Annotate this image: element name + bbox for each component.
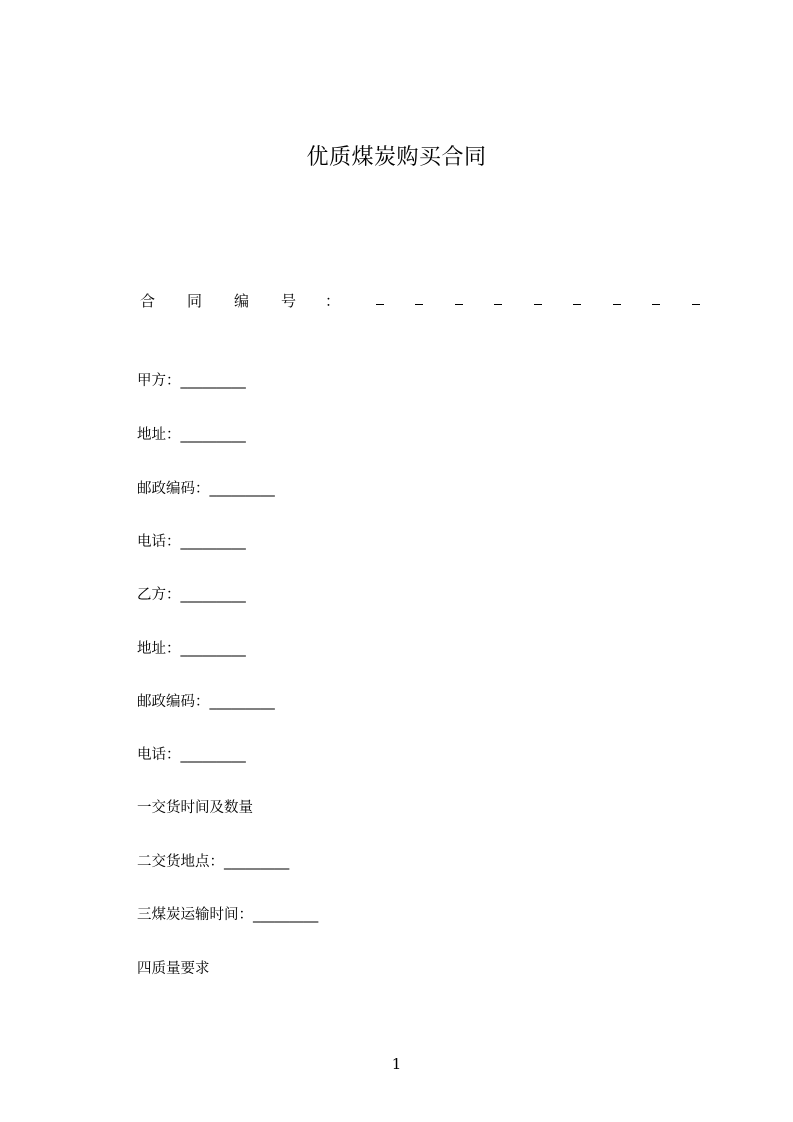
contract-no-char: 编 xyxy=(234,292,250,310)
field-value: _________ xyxy=(180,587,246,603)
field-value: _________ xyxy=(180,373,246,389)
party-b-address-field xyxy=(137,639,246,659)
field-label: 邮政编码： xyxy=(137,694,210,710)
contract-no-blank xyxy=(494,304,502,305)
field-label: 邮政编码： xyxy=(137,481,210,497)
contract-no-char: 合 xyxy=(140,292,156,310)
contract-no-blank xyxy=(613,304,621,305)
party-a-field xyxy=(137,371,246,391)
field-label: 甲方： xyxy=(137,373,181,389)
party-a-address-field xyxy=(137,425,246,445)
section-delivery-time xyxy=(137,798,253,818)
contract-no-colon: ： xyxy=(325,292,341,310)
section-delivery-place xyxy=(137,852,289,872)
party-b-phone-field xyxy=(137,745,246,765)
contract-no-char: 同 xyxy=(187,292,203,310)
contract-no-blank xyxy=(415,304,423,305)
field-value: _________ xyxy=(253,907,319,923)
field-value: _________ xyxy=(180,641,246,657)
field-label: 乙方： xyxy=(137,587,181,603)
party-a-postcode-field xyxy=(137,479,275,499)
field-value: _________ xyxy=(180,534,246,550)
party-a-phone-field xyxy=(137,532,246,552)
party-b-postcode-field xyxy=(137,692,275,712)
contract-number-line xyxy=(137,290,707,314)
field-value: _________ xyxy=(209,481,275,497)
field-label: 地址： xyxy=(137,427,181,443)
contract-no-blank xyxy=(652,304,660,305)
page-number: 1 xyxy=(391,1055,402,1073)
section-heading: 三煤炭运输时间： xyxy=(137,907,253,923)
party-b-field xyxy=(137,585,246,605)
document-title: 优质煤炭购买合同 xyxy=(306,145,487,170)
contract-no-blank xyxy=(534,304,542,305)
section-heading: 一交货时间及数量 xyxy=(137,800,253,816)
section-heading: 四质量要求 xyxy=(137,961,210,977)
contract-no-blank xyxy=(376,304,384,305)
section-quality xyxy=(137,959,210,979)
field-label: 电话： xyxy=(137,534,181,550)
field-value: _________ xyxy=(180,747,246,763)
contract-no-blank xyxy=(573,304,581,305)
field-value: _________ xyxy=(224,854,290,870)
field-value: _________ xyxy=(180,427,246,443)
field-label: 电话： xyxy=(137,747,181,763)
contract-no-blank xyxy=(455,304,463,305)
section-heading: 二交货地点： xyxy=(137,854,224,870)
contract-no-blank xyxy=(692,304,700,305)
section-transport-time xyxy=(137,905,318,925)
field-value: _________ xyxy=(209,694,275,710)
field-label: 地址： xyxy=(137,641,181,657)
contract-no-char: 号 xyxy=(281,292,297,310)
